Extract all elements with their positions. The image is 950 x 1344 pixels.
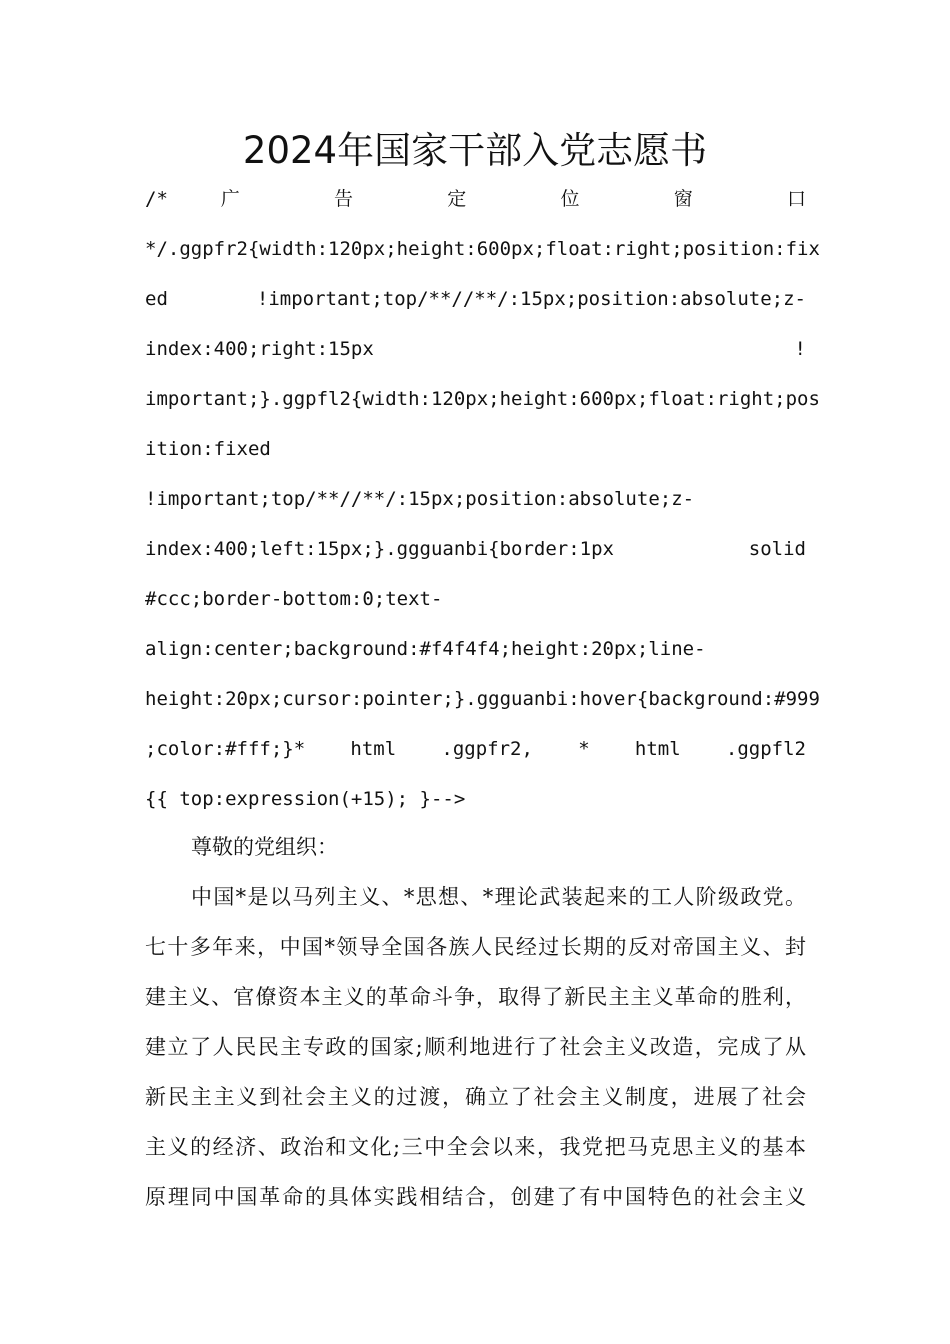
code-line: !important;top/**//**/:15px;position:absolute;z-: [145, 488, 695, 510]
paragraph-line: 中国*是以马列主义、*思想、*理论武装起来的工人阶级政党。: [191, 885, 806, 909]
code-line: index:400;right:15px !: [145, 338, 806, 360]
code-line: /* 广 告 定 位 窗 口: [145, 188, 806, 210]
code-line: ed !important;top/**//**/:15px;position:absolute;z-: [145, 288, 806, 310]
code-line: {{ top:expression(+15); }-->: [145, 788, 466, 810]
paragraph-line: 原理同中国革命的具体实践相结合，创建了有中国特色的社会主义: [145, 1185, 806, 1209]
paragraph-line: 七十多年来，中国*领导全国各族人民经过长期的反对帝国主义、封: [145, 935, 806, 959]
code-line: ;color:#fff;}* html .ggpfr2, * html .ggpfl2: [145, 738, 806, 760]
paragraph-line: 新民主主义到社会主义的过渡，确立了社会主义制度，进展了社会: [145, 1085, 806, 1109]
paragraph-line: 建立了人民民主专政的国家;顺利地进行了社会主义改造，完成了从: [145, 1035, 806, 1059]
document-title: 2024年国家干部入党志愿书: [242, 129, 708, 172]
code-line: important;}.ggpfl2{width:120px;height:600px;float:right;pos: [145, 388, 820, 410]
code-line: index:400;left:15px;}.ggguanbi{border:1px solid: [145, 538, 806, 560]
paragraph-line: 主义的经济、政治和文化;三中全会以来，我党把马克思主义的基本: [145, 1135, 806, 1159]
code-line: align:center;background:#f4f4f4;height:20px;line-: [145, 638, 706, 660]
salutation: 尊敬的党组织：: [191, 835, 338, 859]
code-line: */.ggpfr2{width:120px;height:600px;float:right;position:fix: [145, 238, 820, 260]
code-line: #ccc;border-bottom:0;text-: [145, 588, 443, 610]
code-line: ition:fixed: [145, 438, 271, 460]
code-line: height:20px;cursor:pointer;}.ggguanbi:hover{background:#999: [145, 688, 820, 710]
paragraph-line: 建主义、官僚资本主义的革命斗争，取得了新民主主义革命的胜利，: [145, 985, 806, 1009]
